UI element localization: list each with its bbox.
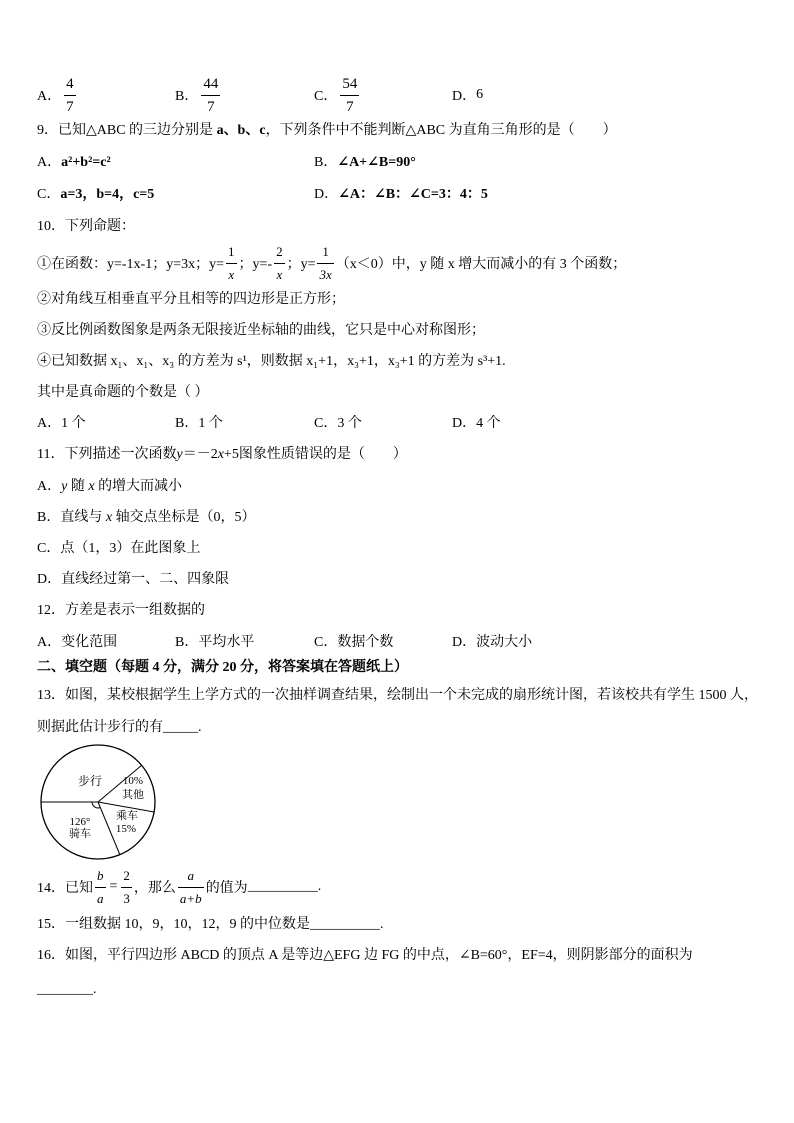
option-text: 直线经过第一、二、四象限: [61, 572, 230, 587]
numerator: 54: [340, 76, 359, 96]
denominator: x: [276, 266, 283, 282]
pie-label-other-percent: 10%: [122, 775, 144, 787]
q8-option-b: [175, 75, 222, 115]
q10-item-2: ②对角线互相垂直平分且相等的四边形是正方形；: [37, 292, 345, 307]
option-text: ∠A：∠B：∠C=3：4：5: [338, 187, 488, 202]
numerator: 1: [317, 244, 333, 264]
option-text: 6: [476, 87, 484, 102]
q11-option-b: [37, 508, 256, 528]
option-text: 平均水平: [198, 635, 255, 650]
q13-line-1: 13．如图，某校根据学生上学方式的一次抽样调查结果，绘制出一个未完成的扇形统计图，若该校共有学生 1500 人，: [37, 688, 758, 703]
fraction: [64, 76, 76, 115]
option-label: A．: [37, 89, 62, 104]
q9-stem-vars: a、b、c: [216, 123, 266, 138]
option-text: a=3，b=4，c=5: [60, 187, 155, 202]
fraction: [274, 244, 285, 283]
math-variable: y: [176, 447, 183, 462]
denominator: 7: [346, 98, 354, 115]
option-text: 直线与: [60, 510, 106, 525]
numerator: 2: [274, 244, 285, 264]
denominator: a: [97, 890, 104, 906]
period: .: [198, 720, 202, 735]
q10-stem: 10．下列命题：: [37, 219, 135, 234]
q10-item-4: ④已知数据 x₁、x₁、x₃ 的方差为 s¹，则数据 x₁+1，x₃+1，x₃+1 的方差为 s³+1.: [37, 354, 506, 369]
pie-chart: [38, 743, 160, 863]
q11-stem: [37, 445, 407, 465]
stem-text: +5图象性质错误的是（ ）: [223, 447, 407, 462]
q8-option-d: [452, 75, 483, 115]
option-label: A．: [37, 155, 62, 170]
option-text: 1 个: [61, 416, 86, 431]
q15-text: 15．一组数据 10，9，10，12，9 的中位数是: [37, 917, 310, 932]
option-text: ∠A+∠B=90°: [337, 155, 416, 170]
option-text: 4 个: [476, 416, 501, 431]
q14: [37, 867, 321, 907]
q8-option-a: [37, 75, 78, 115]
q10-question: 其中是真命题的个数是（ ）: [37, 385, 209, 400]
fraction: [201, 76, 220, 115]
fraction: [178, 868, 204, 907]
option-label: A．: [37, 635, 62, 650]
q9-stem: [37, 121, 617, 141]
answer-blank: ________: [37, 982, 93, 997]
q9-option-a: [37, 153, 111, 173]
q10-options: [0, 414, 794, 434]
pie-label-ride-percent: 15%: [115, 823, 137, 835]
denominator: a+b: [179, 890, 202, 906]
option-label: D．: [452, 635, 477, 650]
q12-option-a: [37, 633, 117, 653]
equals-sign: =: [109, 879, 118, 894]
q12-stem: 12．方差是表示一组数据的: [37, 603, 205, 618]
fraction: [340, 76, 359, 115]
q16-line-1: 16．如图，平行四边形 ABCD 的顶点 A 是等边△EFG 边 FG 的中点，∠B=60°，EF=4，则阴影部分的面积为: [37, 948, 693, 963]
item-text: ；y=: [286, 257, 316, 272]
q9-option-d: [314, 185, 488, 205]
option-label: D．: [314, 187, 339, 202]
option-label: D．: [37, 572, 62, 587]
q9-options-row-1: [0, 153, 794, 173]
option-text: 3 个: [337, 416, 362, 431]
math-variable: x: [88, 479, 95, 494]
q10-option-c: [314, 414, 362, 434]
item-text: ；y=-: [238, 257, 273, 272]
q10-item-1: [37, 243, 626, 283]
option-label: B．: [314, 155, 338, 170]
option-text: 数据个数: [337, 635, 394, 650]
option-text: a²+b²=c²: [61, 155, 111, 170]
q11-option-c: [37, 539, 200, 559]
q9-stem-text: 9．已知△ABC 的三边分别是: [37, 123, 217, 138]
answer-blank: _____: [163, 720, 198, 735]
numerator: 44: [201, 76, 220, 96]
option-label: B．: [175, 635, 199, 650]
option-label: C．: [314, 635, 338, 650]
q10-option-a: [37, 414, 86, 434]
stem-text: ＝－2: [182, 447, 218, 462]
q12-options: [0, 633, 794, 653]
answer-blank: __________: [247, 879, 318, 894]
pie-label-other: 其他: [122, 789, 144, 801]
numerator: 4: [64, 76, 76, 96]
period: .: [93, 982, 97, 997]
option-text: 的增大而减小: [94, 479, 183, 494]
answer-blank: __________: [310, 917, 380, 932]
math-variable: x: [105, 510, 113, 525]
math-variable: x: [217, 447, 224, 462]
period: .: [380, 917, 384, 932]
stem-text: 11．下列描述一次函数: [37, 447, 177, 462]
q16-line-2: [37, 980, 97, 1000]
q10-item-3: ③反比例函数图象是两条无限接近坐标轴的曲线，它只是中心对称图形；: [37, 323, 485, 338]
q8-option-c: [314, 75, 361, 115]
q12-option-b: [175, 633, 254, 653]
option-label: A．: [37, 416, 62, 431]
pie-label-ride: 乘车: [116, 810, 138, 822]
fraction: [121, 868, 132, 907]
pie-label-walk: 步行: [77, 774, 103, 788]
q9-stem-text-2: ，下列条件中不能判断△ABC 为直角三角形的是（ ）: [265, 123, 617, 138]
denominator: 3: [123, 890, 130, 906]
period: .: [317, 879, 322, 894]
q10-option-d: [452, 414, 501, 434]
q13-line-2: [37, 718, 202, 738]
fraction: [95, 868, 106, 907]
option-text: 1 个: [198, 416, 223, 431]
fraction: [317, 244, 333, 283]
option-label: B．: [37, 510, 61, 525]
option-label: B．: [175, 416, 199, 431]
denominator: x: [228, 266, 235, 282]
q13-text: 则据此估计步行的有: [37, 720, 163, 735]
fraction: [226, 244, 237, 283]
option-text: 轴交点坐标是（0，5）: [112, 510, 256, 525]
denominator: 7: [66, 98, 74, 115]
q8-options: [0, 75, 794, 115]
numerator: a: [178, 868, 204, 888]
pie-label-bike: 骑车: [69, 828, 91, 840]
option-label: C．: [37, 541, 61, 556]
q14-text: 的值为: [205, 881, 248, 896]
option-label: C．: [314, 89, 338, 104]
option-label: C．: [314, 416, 338, 431]
q15: [37, 915, 384, 935]
q11-option-d: [37, 570, 229, 590]
option-label: D．: [452, 89, 477, 104]
option-label: C．: [37, 187, 61, 202]
q9-options-row-2: [0, 185, 794, 205]
item-text: ①在函数：y=-1x-1；y=3x；y=: [37, 257, 225, 272]
q11-option-a: [37, 477, 182, 497]
numerator: 2: [121, 868, 132, 888]
denominator: 7: [207, 98, 215, 115]
q12-option-d: [452, 633, 532, 653]
denominator: 3x: [319, 266, 332, 282]
q9-option-c: [37, 185, 154, 205]
q9-option-b: [314, 153, 416, 173]
option-label: A．: [37, 479, 62, 494]
option-text: 变化范围: [61, 635, 118, 650]
numerator: 1: [226, 244, 237, 264]
math-variable: y: [61, 479, 68, 494]
q10-option-b: [175, 414, 223, 434]
q14-text: ，那么: [133, 881, 176, 896]
pie-label-bike-angle: 126°: [69, 816, 91, 828]
q12-option-c: [314, 633, 393, 653]
option-text: 随: [67, 479, 89, 494]
q14-text: 14．已知: [37, 881, 93, 896]
option-label: B．: [175, 89, 199, 104]
item-text: （x＜0）中，y 随 x 增大而减小的有 3 个函数；: [335, 257, 627, 272]
section-2-title: 二、填空题（每题 4 分，满分 20 分，将答案填在答题纸上）: [37, 660, 408, 675]
option-text: 点（1，3）在此图象上: [60, 541, 201, 556]
numerator: b: [95, 868, 106, 888]
option-text: 波动大小: [476, 635, 533, 650]
option-label: D．: [452, 416, 477, 431]
